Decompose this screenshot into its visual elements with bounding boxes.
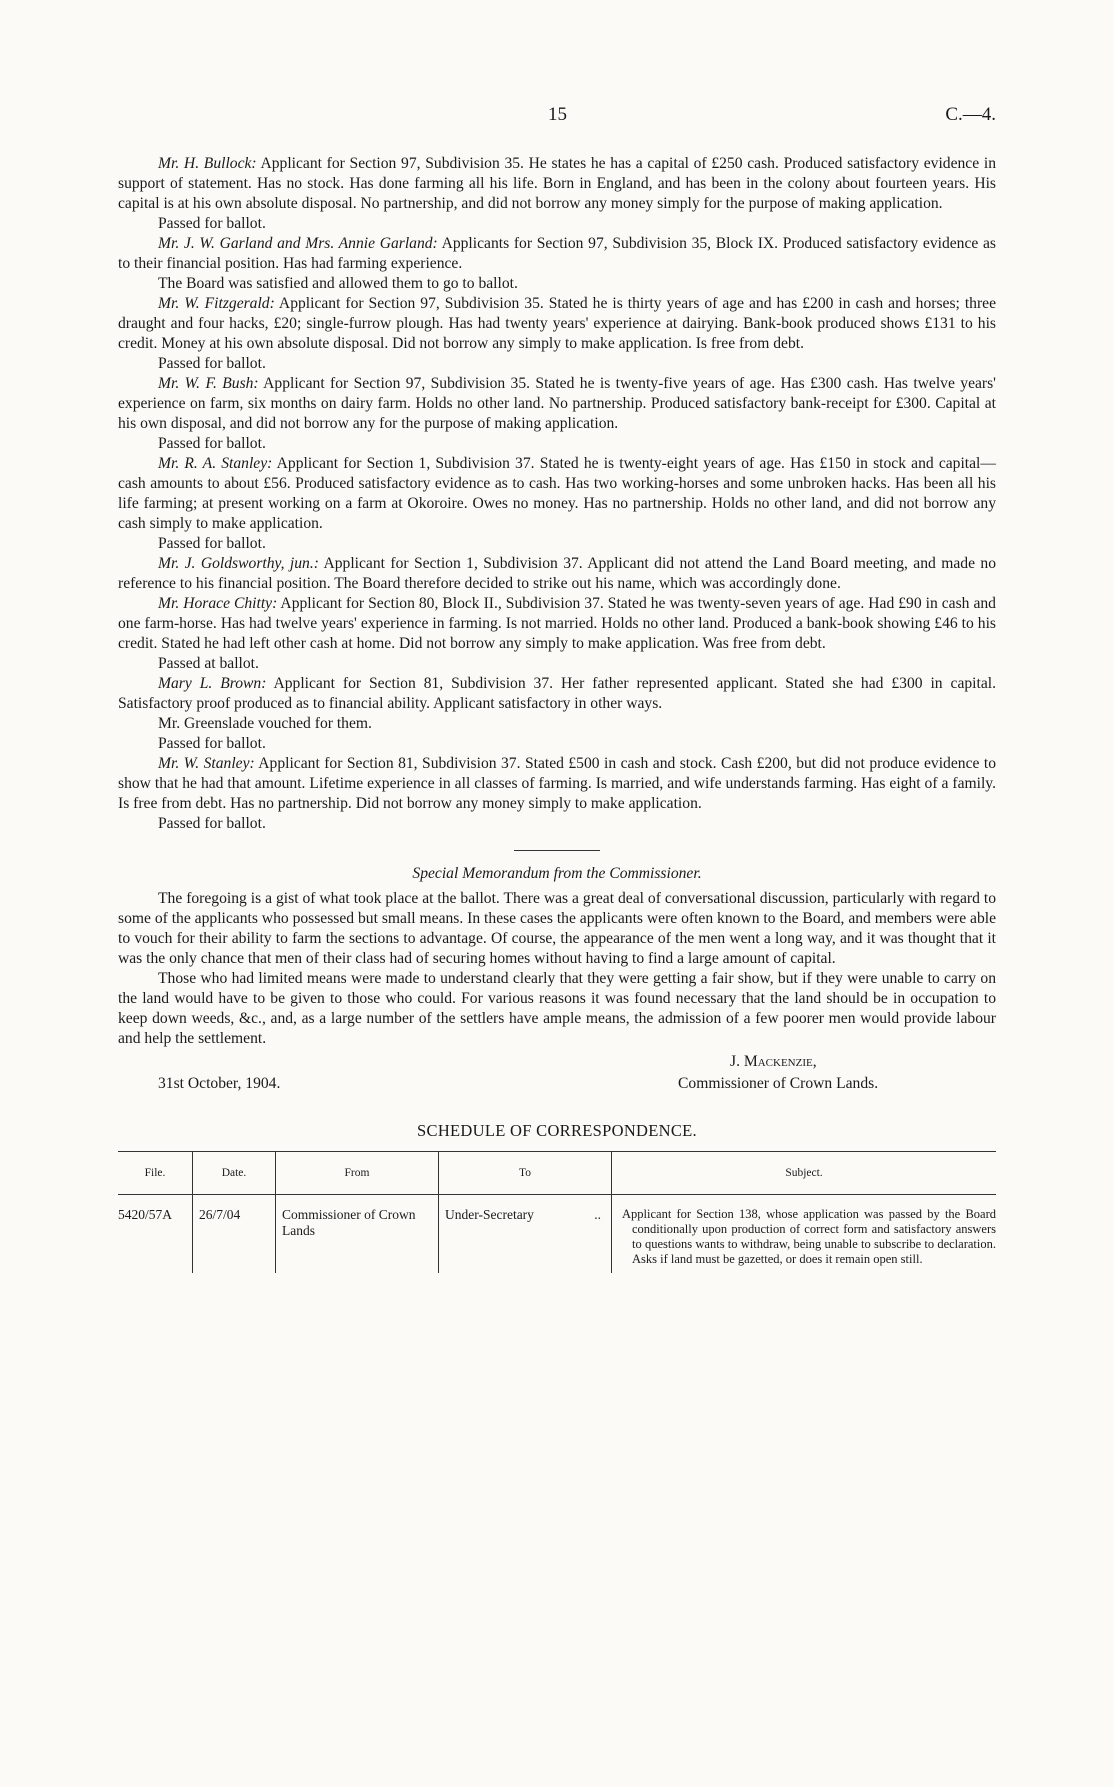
applicant-details: Applicant for Section 1, Subdivision 37. Applicant did not attend the Land Board meeting, and made no reference to his financial position. The Board therefore decided to strike out his name, which was accordingly done. xyxy=(118,555,997,592)
table-header-row xyxy=(118,1152,996,1195)
applicant-details: Applicant for Section 97, Subdivision 35. Stated he is thirty years of age and has £200 in cash and horses; three draught and four hacks, £20; single-furrow plough. Has had twenty years' experience at dairying. Bank-book produced shows £131 to his credit. Money at his own absolute disposal. Did not borrow any simply to make application. Is free from debt. xyxy=(118,295,996,352)
applicant-name: Mr. W. Stanley: xyxy=(158,755,255,772)
applicant-name: Mr. Horace Chitty: xyxy=(158,595,278,612)
applicant-entry xyxy=(118,154,996,234)
section-divider xyxy=(514,850,600,851)
applicant-details: Applicant for Section 1, Subdivision 37. Stated he is twenty-eight years of age. Has £150 in stock and capital—cash amounts to about £56. Produced satisfactory evidence as to cash. Has two working-horses and some unbroken hacks. Has been all his life farming; at present working on a farm at Okoroire. Owes no money. Has no partnership. Holds no other land, and did not borrow any cash simply to make application. xyxy=(118,455,996,532)
signatory-name: J. Mackenzie, xyxy=(730,1053,817,1070)
column-header-from: From xyxy=(276,1152,439,1195)
page-header xyxy=(118,100,996,134)
document-reference: C.—4. xyxy=(945,104,996,125)
column-header-to: To xyxy=(439,1152,612,1195)
correspondence-table xyxy=(118,1151,996,1273)
cell-from: Commissioner of Crown Lands xyxy=(276,1195,439,1274)
applicant-details: Applicant for Section 97, Subdivision 35. Stated he is twenty-five years of age. Has £300 cash. Has twelve years' experience on farm, six months on dairy farm. Holds no other land. No partnership. Produced satisfactory bank-receipt for £300. Capital at his own disposal, and did not borrow any for the purpose of making application. xyxy=(118,375,996,432)
column-header-date: Date. xyxy=(193,1152,276,1195)
signature-block xyxy=(118,1051,996,1097)
dot-leader: .. xyxy=(594,1207,601,1222)
memorandum-title: Special Memorandum from the Commissioner. xyxy=(412,865,702,882)
column-header-file: File. xyxy=(118,1152,193,1195)
applicant-voucher: Mr. Greenslade vouched for them. xyxy=(158,715,372,732)
applicant-outcome: Passed at ballot. xyxy=(158,655,259,672)
applicant-entry xyxy=(118,554,996,594)
applicant-outcome: Passed for ballot. xyxy=(158,815,266,832)
applicant-outcome: Passed for ballot. xyxy=(158,355,266,372)
applicant-details: Applicant for Section 97, Subdivision 35. He states he has a capital of £250 cash. Produced satisfactory evidence in support of statement. Has no stock. Has done farming all his life. Born in England, and has been in the colony about fourteen years. His capital is at his own absolute disposal. No partnership, and did not borrow any money simply for the purpose of making application. xyxy=(118,155,996,212)
applicant-entry xyxy=(118,374,996,454)
cell-subject xyxy=(612,1195,997,1274)
applicant-outcome: Passed for ballot. xyxy=(158,435,266,452)
applicant-entry xyxy=(118,454,996,554)
commissioner-memorandum xyxy=(118,865,996,1097)
page-number: 15 xyxy=(548,104,567,125)
applicant-details: Applicant for Section 81, Subdivision 37. Her father represented applicant. Stated she had £300 in capital. Satisfactory proof produced as to financial ability. Applicant satisfactory in other ways. xyxy=(118,675,996,712)
signatory-title: Commissioner of Crown Lands. xyxy=(678,1075,879,1092)
column-header-subject: Subject. xyxy=(612,1152,997,1195)
applicant-entry xyxy=(118,594,996,674)
applicant-entries xyxy=(118,154,996,834)
applicant-name: Mr. R. A. Stanley: xyxy=(158,455,273,472)
applicant-name: Mr. H. Bullock: xyxy=(158,155,257,172)
applicant-outcome: Passed for ballot. xyxy=(158,535,266,552)
memorandum-paragraph: Those who had limited means were made to understand clearly that they were getting a fair show, but if they were unable to carry on the land would have to be given to those who could. For various reasons it was found necessary that the land should be in occupation to keep down weeds, &c., and, as a large number of the settlers have ample means, the admission of a few poorer men would provide labour and help the settlement. xyxy=(118,970,996,1047)
applicant-details: Applicant for Section 81, Subdivision 37. Stated £500 in cash and stock. Cash £200, but did not produce evidence to show that he had that amount. Lifetime experience in all classes of farming. Is married, and wife understands farming. Has eight of a family. Is free from debt. Has no partnership. Did not borrow any money simply to make application. xyxy=(118,755,996,812)
cell-date: 26/7/04 xyxy=(193,1195,276,1274)
applicant-outcome: The Board was satisfied and allowed them to go to ballot. xyxy=(158,275,518,292)
applicant-outcome: Passed for ballot. xyxy=(158,735,266,752)
applicant-details: Applicants for Section 97, Subdivision 35, Block IX. Produced satisfactory evidence as to their financial position. Has had farming experience. xyxy=(118,235,996,272)
applicant-outcome: Passed for ballot. xyxy=(158,215,266,232)
cell-file: 5420/57A xyxy=(118,1207,172,1222)
applicant-name: Mr. J. W. Garland and Mrs. Annie Garland: xyxy=(158,235,438,252)
cell-to xyxy=(439,1195,612,1274)
applicant-entry xyxy=(118,294,996,374)
applicant-name: Mr. W. Fitzgerald: xyxy=(158,295,275,312)
applicant-details: Applicant for Section 80, Block II., Subdivision 37. Stated he was twenty-seven years of age. Had £90 in cash and one farm-horse. Has had twelve years' experience in farming. Is not married. Holds no other land. Produced a bank-book showing £46 to his credit. Stated he had left other cash at home. Did not borrow any simply to make application. Was free from debt. xyxy=(118,595,996,652)
applicant-entry xyxy=(118,754,996,834)
cell-to-text: Under-Secretary xyxy=(445,1207,534,1222)
applicant-name: Mary L. Brown: xyxy=(158,675,267,692)
cell-subject-text: Applicant for Section 138, whose application was passed by the Board conditionally upon production of correct form and satisfactory answers to questions wants to withdraw, being unable to subscribe to declaration. Asks if land must be gazetted, or does it remain open still. xyxy=(622,1207,996,1266)
applicant-name: Mr. J. Goldsworthy, jun.: xyxy=(158,555,319,572)
table-row xyxy=(118,1195,996,1274)
document-page xyxy=(118,100,996,1273)
memorandum-date: 31st October, 1904. xyxy=(158,1075,281,1092)
applicant-entry xyxy=(118,234,996,294)
applicant-entry xyxy=(118,674,996,754)
schedule-title: SCHEDULE OF CORRESPONDENCE. xyxy=(417,1121,697,1140)
applicant-name: Mr. W. F. Bush: xyxy=(158,375,259,392)
memorandum-paragraph: The foregoing is a gist of what took place at the ballot. There was a great deal of conversational discussion, particularly with regard to some of the applicants who possessed but small means. In these cases the applicants were often known to the Board, and members were able to vouch for their ability to farm the sections to advantage. Of course, the appearance of the men went a long way, and it was thought that it was the only chance that men of their class had of securing homes without having to find a large amount of capital. xyxy=(118,890,996,967)
